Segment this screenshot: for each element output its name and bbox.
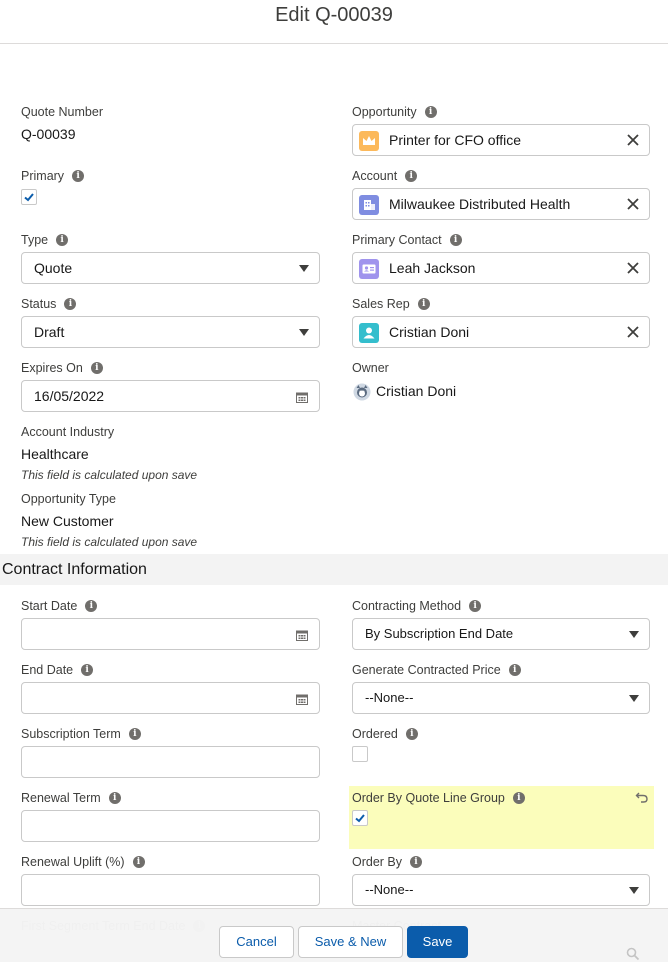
info-icon[interactable]: i bbox=[64, 298, 76, 310]
info-icon[interactable]: i bbox=[405, 170, 417, 182]
quote-number-value: Q-00039 bbox=[21, 126, 76, 142]
contracting-method-label: Contracting Method i bbox=[352, 599, 481, 613]
account-label: Account i bbox=[352, 169, 417, 183]
calendar-icon[interactable] bbox=[296, 693, 308, 705]
info-icon[interactable]: i bbox=[81, 664, 93, 676]
calendar-icon[interactable] bbox=[296, 629, 308, 641]
search-icon bbox=[626, 947, 640, 961]
account-industry-note: This field is calculated upon save bbox=[21, 468, 198, 482]
primary-contact-label: Primary Contact i bbox=[352, 233, 462, 247]
order-by-label: Order By i bbox=[352, 855, 422, 869]
info-icon[interactable]: i bbox=[129, 728, 141, 740]
primary-contact-lookup[interactable]: Leah Jackson bbox=[352, 252, 650, 284]
checkmark-icon bbox=[353, 811, 367, 825]
generate-contracted-price-select[interactable]: --None-- bbox=[352, 682, 650, 714]
opportunity-label: Opportunity i bbox=[352, 105, 437, 119]
order-by-select[interactable]: --None-- bbox=[352, 874, 650, 906]
info-icon[interactable]: i bbox=[72, 170, 84, 182]
owner-label: Owner bbox=[352, 361, 389, 375]
start-date-label: Start Date i bbox=[21, 599, 97, 613]
contract-section-header[interactable] bbox=[0, 554, 668, 585]
type-label: Type i bbox=[21, 233, 68, 247]
info-icon[interactable]: i bbox=[133, 856, 145, 868]
chevron-down-icon bbox=[299, 329, 309, 336]
avatar[interactable] bbox=[353, 383, 371, 401]
info-icon[interactable]: i bbox=[91, 362, 103, 374]
modal-title: Edit Q-00039 bbox=[275, 4, 393, 26]
close-icon[interactable] bbox=[626, 261, 640, 275]
account-industry-value: Healthcare bbox=[21, 446, 89, 462]
start-date-input[interactable] bbox=[21, 618, 320, 650]
subscription-term-label: Subscription Term i bbox=[21, 727, 141, 741]
info-icon[interactable]: i bbox=[418, 298, 430, 310]
expires-on-input[interactable]: 16/05/2022 bbox=[21, 380, 320, 412]
info-icon[interactable]: i bbox=[509, 664, 521, 676]
order-by-quote-line-group-checkbox[interactable] bbox=[352, 810, 368, 826]
close-icon[interactable] bbox=[626, 133, 640, 147]
renewal-term-input[interactable] bbox=[21, 810, 320, 842]
account-lookup[interactable]: Milwaukee Distributed Health bbox=[352, 188, 650, 220]
type-select[interactable]: Quote bbox=[21, 252, 320, 284]
opportunity-lookup[interactable]: Printer for CFO office bbox=[352, 124, 650, 156]
contact-card-icon bbox=[359, 259, 379, 279]
quote-number-label: Quote Number bbox=[21, 105, 103, 119]
info-icon[interactable]: i bbox=[425, 106, 437, 118]
generate-contracted-price-label: Generate Contracted Price i bbox=[352, 663, 521, 677]
undo-icon[interactable] bbox=[635, 790, 649, 804]
info-icon[interactable]: i bbox=[56, 234, 68, 246]
chevron-down-icon bbox=[629, 631, 639, 638]
sales-rep-label: Sales Rep i bbox=[352, 297, 430, 311]
status-select[interactable]: Draft bbox=[21, 316, 320, 348]
sales-rep-lookup[interactable]: Cristian Doni bbox=[352, 316, 650, 348]
status-label: Status i bbox=[21, 297, 76, 311]
close-icon[interactable] bbox=[626, 325, 640, 339]
calendar-icon[interactable] bbox=[296, 391, 308, 403]
owner-value[interactable]: Cristian Doni bbox=[376, 383, 457, 399]
info-icon[interactable]: i bbox=[450, 234, 462, 246]
user-icon bbox=[359, 323, 379, 343]
renewal-uplift-input[interactable] bbox=[21, 874, 320, 906]
info-icon[interactable]: i bbox=[410, 856, 422, 868]
checkmark-icon bbox=[22, 190, 36, 204]
primary-checkbox[interactable] bbox=[21, 189, 37, 205]
save-and-new-button[interactable]: Save & New bbox=[298, 926, 403, 958]
end-date-input[interactable] bbox=[21, 682, 320, 714]
contracting-method-select[interactable]: By Subscription End Date bbox=[352, 618, 650, 650]
close-icon[interactable] bbox=[626, 197, 640, 211]
chevron-down-icon bbox=[299, 265, 309, 272]
cancel-button[interactable]: Cancel bbox=[219, 926, 294, 958]
info-icon[interactable]: i bbox=[513, 792, 525, 804]
modal-header bbox=[0, 0, 668, 44]
chevron-down-icon bbox=[629, 887, 639, 894]
info-icon[interactable]: i bbox=[85, 600, 97, 612]
renewal-uplift-label: Renewal Uplift (%) i bbox=[21, 855, 145, 869]
ordered-checkbox[interactable] bbox=[352, 746, 368, 762]
renewal-term-label: Renewal Term i bbox=[21, 791, 121, 805]
subscription-term-input[interactable] bbox=[21, 746, 320, 778]
crown-icon bbox=[359, 131, 379, 151]
expires-on-label: Expires On i bbox=[21, 361, 103, 375]
modal-footer bbox=[0, 908, 668, 962]
primary-label: Primary i bbox=[21, 169, 84, 183]
info-icon[interactable]: i bbox=[469, 600, 481, 612]
opportunity-type-note: This field is calculated upon save bbox=[21, 535, 198, 549]
opportunity-type-label: Opportunity Type bbox=[21, 492, 116, 506]
order-by-quote-line-group-label: Order By Quote Line Group i bbox=[352, 791, 525, 805]
building-icon bbox=[359, 195, 379, 215]
info-icon[interactable]: i bbox=[406, 728, 418, 740]
info-icon[interactable]: i bbox=[109, 792, 121, 804]
ordered-label: Ordered i bbox=[352, 727, 418, 741]
end-date-label: End Date i bbox=[21, 663, 93, 677]
opportunity-type-value: New Customer bbox=[21, 513, 114, 529]
save-button[interactable]: Save bbox=[407, 926, 468, 958]
section-title: Contract Information bbox=[2, 561, 147, 578]
chevron-down-icon bbox=[629, 695, 639, 702]
account-industry-label: Account Industry bbox=[21, 425, 115, 439]
